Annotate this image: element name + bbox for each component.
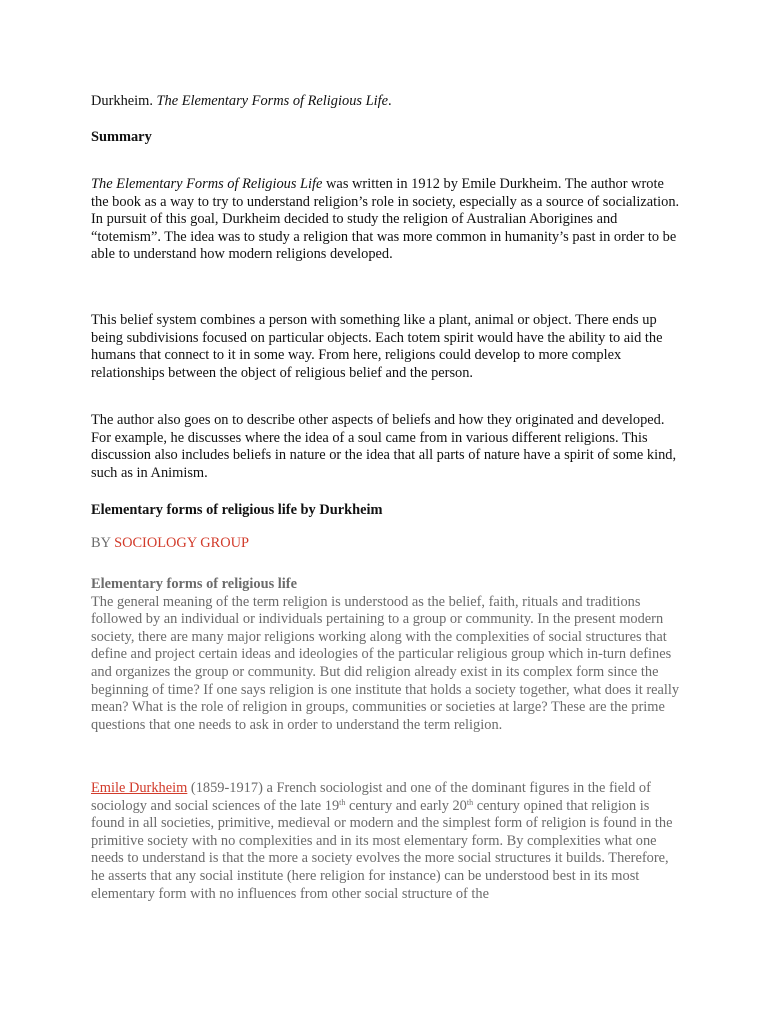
emile-durkheim-link[interactable]: Emile Durkheim [91, 780, 188, 796]
para5-text-2: century and early 20 [345, 797, 467, 814]
summary-paragraph-2: This belief system combines a person with something like a plant, animal or object. There ends up being subdivisions focused on particular objects. Each totem spirit would have the ability to aid the humans that connect to it in some way. From here, religions could develop to more complex relationships between the object of religious belief and the person. [91, 312, 663, 381]
heading-book-title: The Elementary Forms of Religious Life [156, 93, 388, 109]
summary-paragraph-3: The author also goes on to describe other aspects of beliefs and how they originated and developed. For example, he discusses where the idea of a soul came from in various different religions. This discussion also includes beliefs in nature or the idea that all parts of nature have a spirit of some kind, such as in Animism. [91, 412, 677, 481]
article-paragraph-1: The general meaning of the term religion is understood as the belief, faith, rituals and traditions followed by an individual or individuals pertaining to a group or community. In the present modern society, there are many major religions working along with the complexities of social structures that define and project certain ideas and ideologies of the particular religious group which in-turn defines and organizes the group or community. But did religion already exist in its complex form since the beginning of time? If one says religion is one institute that holds a society together, what does it really mean? What is the role of religion in groups, communities or societies at large? These are the prime questions that one needs to ask in order to understand the term religion. [91, 593, 680, 733]
article-subheading: Elementary forms of religious life [91, 576, 297, 592]
summary-label: Summary [91, 129, 152, 145]
summary-paragraph-1 [91, 176, 683, 264]
byline-by: BY [91, 535, 115, 551]
heading-author: Durkheim. [91, 93, 157, 109]
byline [91, 535, 683, 553]
para5-sup-2: th [466, 797, 474, 807]
section-heading: Elementary forms of religious life by Durkheim [91, 502, 383, 518]
para5-sup-1: th [339, 797, 346, 807]
article-section [91, 576, 683, 734]
byline-author[interactable]: SOCIOLOGY GROUP [114, 535, 250, 551]
para1-text: was written in 1912 by Emile Durkheim. The author wrote the book as a way to try to understand religion’s role in society, especially as a source of socialization. In pursuit of this goal, Durkheim decided to study the religion of Australian Aborigines and “totemism”. The idea was to study a religion that was more common in humanity’s past in order to be able to understand how modern religions developed. [91, 176, 680, 263]
para5-text-3: century opined that religion is found in all societies, primitive, medieval or modern and the simplest form of religion is found in the primitive society with no complexities and in its most elementary form. By complexities what one needs to understand is that the more a society evolves the more social structures it builds. Therefore, he asserts that any social institute (here religion for instance) can be understood best in its most elementary form with no influences from other social structure of the [91, 797, 673, 902]
para1-book-title: The Elementary Forms of Religious Life [91, 176, 323, 192]
para5-text-1: (1859-1917) a French sociologist and one of the dominant figures in the field of sociology and social sciences of the late 19 [91, 780, 651, 814]
document-heading [91, 93, 683, 111]
heading-end: . [387, 93, 392, 109]
article-paragraph-2 [91, 780, 683, 903]
